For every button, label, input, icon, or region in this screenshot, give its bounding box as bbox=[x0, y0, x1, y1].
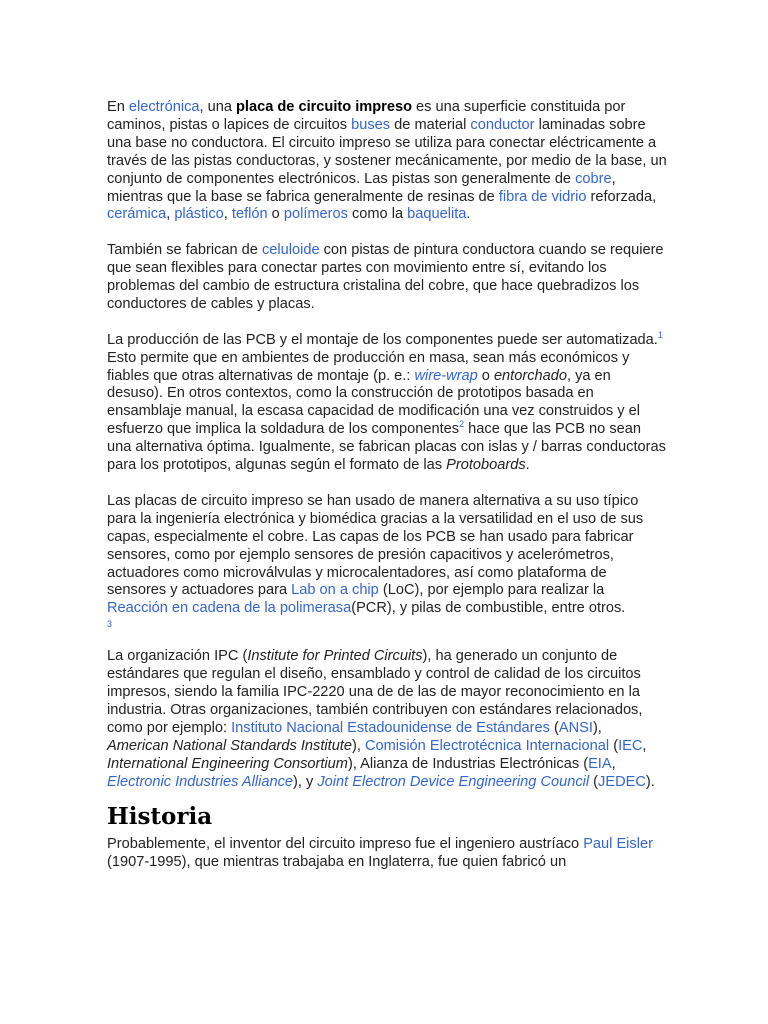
link-teflon[interactable]: teflón bbox=[231, 206, 268, 223]
link-iec[interactable]: IEC bbox=[618, 737, 643, 754]
link-eia-full-text: Electronic Industries Alliance bbox=[107, 773, 294, 790]
text: ), y bbox=[293, 773, 318, 790]
reference-2-link[interactable]: 2 bbox=[459, 419, 465, 430]
term-italic: Institute for Printed Circuits bbox=[247, 648, 423, 665]
link-jedec-full-text: Joint Electron Device Engineering Council bbox=[317, 773, 590, 790]
reference-1-link[interactable]: 1 bbox=[657, 329, 663, 340]
spacer bbox=[107, 314, 667, 332]
text: ), bbox=[592, 719, 602, 736]
link-pcr[interactable]: Reacción en cadena de la polimerasa bbox=[107, 600, 352, 617]
text: o bbox=[477, 367, 494, 384]
history-paragraph bbox=[107, 836, 667, 872]
link-eia-full[interactable] bbox=[107, 774, 293, 790]
text: , una bbox=[199, 99, 236, 115]
link-ansi-institute[interactable]: Instituto Nacional Estadounidense de Estándares bbox=[231, 719, 550, 736]
reference-3-link[interactable]: 3 bbox=[107, 619, 113, 630]
link-cobre[interactable]: cobre bbox=[575, 170, 612, 187]
intro-paragraph bbox=[107, 99, 667, 224]
text: En bbox=[107, 99, 129, 115]
link-eia[interactable]: EIA bbox=[588, 755, 612, 772]
link-conductor[interactable]: conductor bbox=[470, 116, 535, 133]
alternative-uses-paragraph bbox=[107, 493, 667, 630]
text: , bbox=[611, 755, 616, 772]
text: Esto permite que en ambientes de producción en masa, sean más económicos y fiables que otras alternativas de montaje (p. e.: bbox=[107, 349, 630, 384]
text: ( bbox=[589, 773, 599, 790]
text: , mientras que la base se fabrica generalmente de resinas de bbox=[107, 170, 616, 205]
text: es una superficie constituida por caminos, pistas o lapices de circuitos bbox=[107, 99, 626, 133]
link-lab-on-a-chip[interactable]: Lab on a chip bbox=[291, 582, 379, 599]
text: , bbox=[223, 206, 232, 223]
text: reforzada, bbox=[586, 188, 657, 205]
link-celuloide[interactable]: celuloide bbox=[261, 242, 320, 259]
text: ), bbox=[351, 737, 365, 754]
spacer bbox=[107, 224, 667, 242]
link-ansi[interactable]: ANSI bbox=[558, 719, 593, 736]
production-paragraph bbox=[107, 329, 667, 475]
link-buses[interactable]: buses bbox=[351, 116, 391, 133]
text: Probablemente, el inventor del circuito impreso fue el ingeniero austríaco bbox=[107, 836, 584, 853]
spacer bbox=[107, 630, 667, 648]
celuloide-paragraph bbox=[107, 242, 667, 314]
text: También se fabrican de bbox=[107, 242, 262, 259]
link-wire-wrap[interactable] bbox=[414, 368, 477, 384]
link-jedec[interactable]: JEDEC bbox=[598, 773, 646, 790]
text: como la bbox=[347, 206, 408, 223]
text: La organización IPC ( bbox=[107, 648, 248, 665]
link-comision[interactable]: Comisión Electrotécnica Internacional bbox=[364, 737, 610, 754]
term-italic: Protoboards bbox=[446, 457, 526, 474]
term-italic: American National Standards Institute bbox=[107, 737, 352, 754]
standards-paragraph bbox=[107, 648, 667, 791]
term-bold: placa de circuito impreso bbox=[236, 99, 412, 115]
text: con pistas de pintura conductora cuando se requiere que sean flexibles para conectar partes con movimiento entre sí, evitando los problemas del cambio de estructura cristalina del cobre, que hace quebradizos los conductores de cables y placas. bbox=[107, 242, 664, 312]
link-plastico[interactable]: plástico bbox=[174, 206, 224, 223]
text: o bbox=[267, 206, 284, 223]
text: (LoC), por ejemplo para realizar la bbox=[378, 582, 605, 599]
link-ceramica[interactable]: cerámica bbox=[107, 206, 167, 223]
link-jedec-full[interactable] bbox=[317, 774, 589, 790]
text: La producción de las PCB y el montaje de los componentes puede ser automatizada. bbox=[107, 331, 658, 348]
article-body bbox=[107, 99, 667, 872]
text: (1907-1995), que mientras trabajaba en Inglaterra, fue quien fabricó un bbox=[107, 854, 567, 871]
text: (PCR), y pilas de combustible, entre otros. bbox=[351, 600, 626, 617]
text: ( bbox=[609, 737, 619, 754]
text: , ya en desuso). En otros contextos, como la construcción de prototipos basada en ensamblaje manual, la escasa capacidad de modificación una vez construidos y el esfuerzo que implica la soldadura de los componentes bbox=[107, 367, 640, 438]
link-polimeros[interactable]: polímeros bbox=[283, 206, 348, 223]
link-electronica[interactable]: electrónica bbox=[128, 99, 200, 115]
text: Las placas de circuito impreso se han usado de manera alternativa a su uso típico para la ingeniería electrónica y biomédica gracias a la versatilidad en el uso de sus capas, especialmente el cobre. Las capas de los PCB se han usado para fabricar sensores, como por ejemplo sensores de presión capacitivos y acelerómetros, actuadores como microválvulas y microcalentadores, así como plataforma de sensores y actuadores para bbox=[107, 492, 644, 599]
section-heading-historia: Historia bbox=[107, 803, 213, 831]
text: hace que las PCB no sean una alternativa óptima. Igualmente, se fabrican placas con islas y / barras conductoras para los prototipos, algunas según el formato de las bbox=[107, 421, 666, 474]
link-wire-wrap-text: wire-wrap bbox=[414, 367, 478, 384]
text: ( bbox=[549, 719, 559, 736]
text: . bbox=[525, 457, 530, 474]
term-italic: entorchado bbox=[493, 367, 567, 384]
link-baquelita[interactable]: baquelita bbox=[407, 206, 467, 223]
text: ), ha generado un conjunto de estándares que regulan el diseño, ensamblado y control de calidad de los circuitos impresos, siendo la familia IPC-2220 una de de las de mayor reconocimiento en la industria. Otras organizaciones, también contribuyen con estándares relacionados, como por ejemplo: bbox=[107, 648, 643, 736]
text: ). bbox=[645, 773, 655, 790]
spacer bbox=[107, 475, 667, 493]
text: laminadas sobre una base no conductora. El circuito impreso se utiliza para conectar eléctricamente a través de las pistas conductoras, y sostener mecánicamente, por medio de la base, un conjunto de componentes electrónicos. Las pistas son generalmente de bbox=[107, 116, 667, 187]
text: de material bbox=[390, 116, 471, 133]
text: , bbox=[166, 206, 175, 223]
text: ), Alianza de Industrias Electrónicas ( bbox=[347, 755, 589, 772]
link-fibra-de-vidrio[interactable]: fibra de vidrio bbox=[498, 188, 587, 205]
link-paul-eisler[interactable]: Paul Eisler bbox=[583, 836, 653, 853]
text: . bbox=[466, 206, 471, 223]
term-italic: International Engineering Consortium bbox=[107, 755, 348, 772]
text: , bbox=[642, 737, 647, 754]
